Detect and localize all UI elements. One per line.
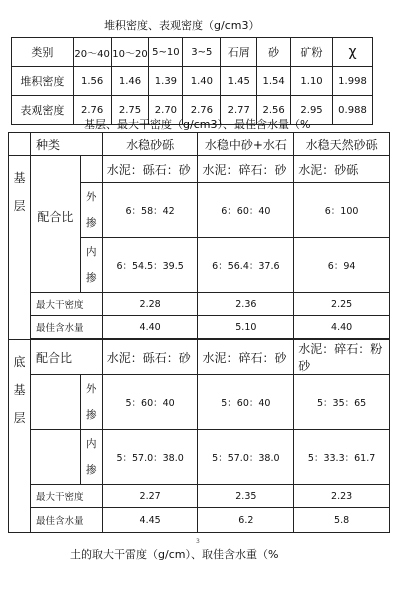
table-row — [9, 430, 390, 485]
table-header-row — [12, 38, 373, 67]
column-header: 水稳天然砂砾 — [294, 133, 390, 156]
section-char: 底 — [13, 355, 26, 369]
label-char: 掺 — [86, 272, 97, 284]
table-cell: 6：54.5：39.5 — [102, 238, 198, 293]
table-cell: 1.40 — [183, 67, 221, 96]
section-char: 基 — [13, 383, 26, 397]
table-cell: 2.70 — [149, 96, 183, 125]
table-cell: 0.988 — [332, 96, 372, 125]
table-cell: 2.56 — [257, 96, 291, 125]
section-char: 层 — [13, 199, 26, 213]
table-cell: 2.75 — [111, 96, 149, 125]
label-char: 掺 — [86, 464, 97, 476]
section-label-base — [9, 156, 31, 340]
table-cell: 2.95 — [291, 96, 333, 125]
ratio-name: 水泥：碎石：砂 — [198, 340, 294, 375]
table-row — [9, 316, 390, 339]
table-row — [9, 293, 390, 316]
blank-cell — [30, 375, 80, 430]
column-header: χ — [332, 38, 372, 67]
table-row — [9, 485, 390, 508]
table-row — [9, 156, 390, 183]
middle-table-title: 基层、最大干密度（g/cm3）、最佳含水量（% — [84, 118, 311, 131]
ratio-name: 水泥：砾石：砂 — [102, 340, 198, 375]
table-cell: 6：60：40 — [198, 183, 294, 238]
table-cell: 1.10 — [291, 67, 333, 96]
mix-label: 配合比 — [30, 340, 102, 375]
label-char: 外 — [86, 191, 97, 203]
ratio-name: 水泥：砂砾 — [294, 156, 390, 183]
table-row — [12, 67, 373, 96]
label-char: 外 — [86, 383, 97, 395]
column-header: 水稳中砂+水石 — [198, 133, 294, 156]
table-cell: 2.76 — [73, 96, 111, 125]
blank-cell — [30, 430, 80, 485]
column-header: 5~10 — [149, 38, 183, 67]
column-header: 石屑 — [221, 38, 257, 67]
section-char: 基 — [13, 171, 26, 185]
table-cell: 1.998 — [332, 67, 372, 96]
table-cell: 2.77 — [221, 96, 257, 125]
ratio-name: 水泥：碎石：粉砂 — [294, 340, 390, 375]
table-cell: 6.2 — [198, 508, 294, 533]
table-cell: 4.45 — [102, 508, 198, 533]
table-cell: 5：57.0：38.0 — [102, 430, 198, 485]
row-label: 最佳含水量 — [30, 508, 102, 533]
table-cell: 1.54 — [257, 67, 291, 96]
column-header: 类别 — [12, 38, 74, 67]
table-cell: 5：60：40 — [198, 375, 294, 430]
table-cell: 5.8 — [294, 508, 390, 533]
table-cell: 6：58：42 — [102, 183, 198, 238]
blank-cell — [80, 156, 102, 183]
column-header: 砂 — [257, 38, 291, 67]
compaction-table — [8, 132, 390, 533]
column-header: 水稳砂砾 — [102, 133, 198, 156]
ratio-name: 水泥：砾石：砂 — [102, 156, 198, 183]
ratio-name: 水泥：碎石：砂 — [198, 156, 294, 183]
table-cell: 1.56 — [73, 67, 111, 96]
table-cell: 1.45 — [221, 67, 257, 96]
row-label: 堆积密度 — [12, 67, 74, 96]
table-cell: 4.40 — [102, 316, 198, 339]
table-cell: 6：56.4：37.6 — [198, 238, 294, 293]
row-label: 最佳含水量 — [30, 316, 102, 339]
table-cell: 6：100 — [294, 183, 390, 238]
table-cell: 2.23 — [294, 485, 390, 508]
outer-label — [80, 183, 102, 238]
table-cell: 2.36 — [198, 293, 294, 316]
row-label: 最大干密度 — [30, 293, 102, 316]
table-cell: 2.76 — [183, 96, 221, 125]
page-number: 3 — [196, 538, 200, 545]
label-char: 内 — [86, 246, 97, 258]
table-cell: 2.35 — [198, 485, 294, 508]
table-cell: 5：35：65 — [294, 375, 390, 430]
inner-label — [80, 430, 102, 485]
table-cell: 2.27 — [102, 485, 198, 508]
table-cell: 2.25 — [294, 293, 390, 316]
row-label: 最大干密度 — [30, 485, 102, 508]
table-cell: 5.10 — [198, 316, 294, 339]
column-header: 10～20 — [111, 38, 149, 67]
row-label: 表观密度 — [12, 96, 74, 125]
density-table — [11, 37, 373, 125]
table-row — [9, 508, 390, 533]
table-row — [9, 375, 390, 430]
table-cell: 1.46 — [111, 67, 149, 96]
label-char: 掺 — [86, 217, 97, 229]
blank-cell — [9, 133, 31, 156]
column-header: 3~5 — [183, 38, 221, 67]
table-cell: 5：33.3：61.7 — [294, 430, 390, 485]
table-row — [9, 340, 390, 375]
mix-label: 配合比 — [30, 156, 80, 293]
section-char: 层 — [13, 411, 26, 425]
column-header: 矿粉 — [291, 38, 333, 67]
table-cell: 1.39 — [149, 67, 183, 96]
table-cell: 5：57.0：38.0 — [198, 430, 294, 485]
table-cell: 6：94 — [294, 238, 390, 293]
label-char: 内 — [86, 438, 97, 450]
kind-header: 种类 — [30, 133, 102, 156]
bottom-title: 土的取大干雷度（g/cm）、取佳含水重（% — [70, 548, 279, 561]
outer-label — [80, 375, 102, 430]
table-cell: 5：60：40 — [102, 375, 198, 430]
inner-label — [80, 238, 102, 293]
column-header: 20～40 — [73, 38, 111, 67]
top-table-title: 堆积密度、表观密度（g/cm3） — [104, 19, 260, 32]
table-cell: 4.40 — [294, 316, 390, 339]
table-header-row — [9, 133, 390, 156]
table-cell: 2.28 — [102, 293, 198, 316]
section-label-subbase — [9, 340, 31, 533]
label-char: 掺 — [86, 409, 97, 421]
